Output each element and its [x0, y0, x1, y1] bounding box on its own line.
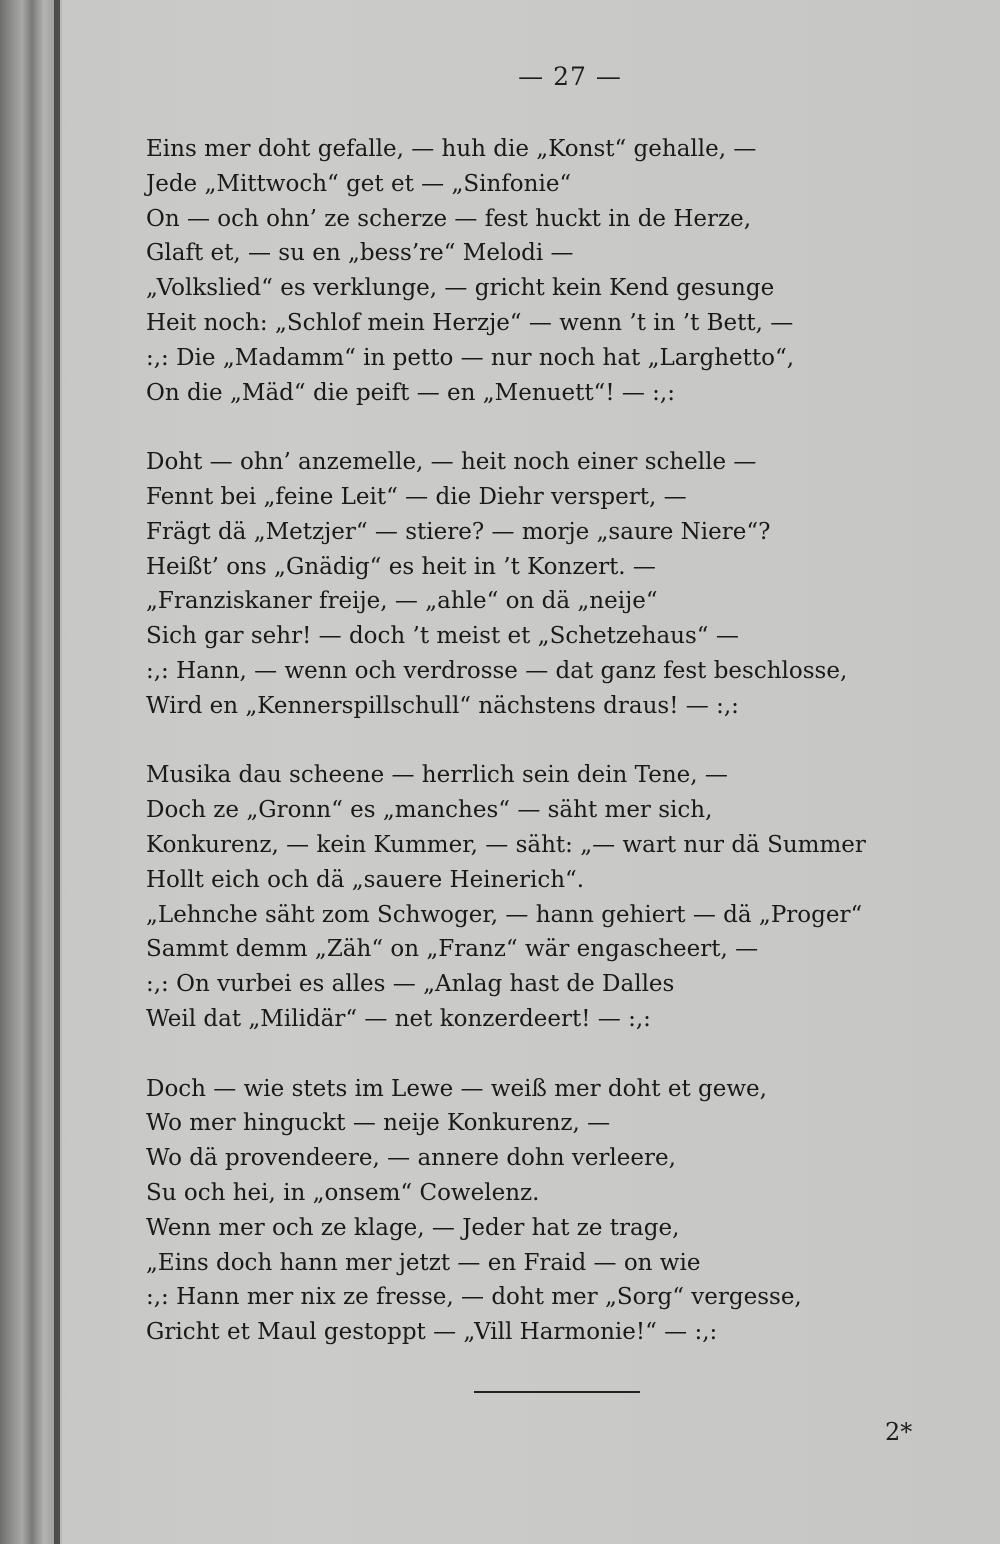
stanza-gap: [146, 1037, 961, 1072]
verse-line: Wo mer hinguckt — neije Konkurenz, —: [146, 1110, 611, 1137]
sheet-signature: 2*: [885, 1418, 913, 1446]
verse-line: Glaft et, — su en „bess’re“ Melodi —: [146, 240, 574, 267]
verse-line: Eins mer doht gefalle, — huh die „Konst“ gehalle, —: [146, 136, 757, 162]
verse-line: :,: Hann, — wenn och verdrosse — dat ganz fest beschlosse,: [146, 657, 848, 684]
verse-line: On — och ohn’ ze scherze — fest huckt in de Herze,: [146, 205, 752, 232]
stanza-4: [146, 1072, 961, 1350]
verse-line: Doch ze „Gronn“ es „manches“ — säht mer sich,: [146, 797, 713, 824]
verse-line: :,: On vurbei es alles — „Anlag hast de Dalles: [146, 971, 675, 998]
verse-line: „Eins doch hann mer jetzt — en Fraid — on wie: [146, 1249, 701, 1276]
stanza-1: [146, 132, 961, 410]
poem-text: [146, 132, 961, 1350]
verse-line: „Franziskaner freije, — „ahle“ on dä „neije“: [146, 588, 658, 615]
stanza-2: [146, 445, 961, 723]
verse-line: Sammt demm „Zäh“ on „Franz“ wär engascheert, —: [146, 936, 759, 963]
verse-line: „Lehnche säht zom Schwoger, — hann gehiert — dä „Proger“: [146, 901, 863, 928]
verse-line: Heißt’ ons „Gnädig“ es heit in ’t Konzert. —: [146, 553, 656, 580]
verse-line: Musika dau scheene — herrlich sein dein Tene, —: [146, 762, 728, 789]
verse-line: :,: Hann mer nix ze fresse, — doht mer „Sorg“ vergesse,: [146, 1284, 802, 1311]
spine-edge-shadow: [54, 0, 60, 1544]
stanza-gap: [146, 724, 961, 759]
book-spine: [0, 0, 62, 1544]
verse-line: „Volkslied“ es verklunge, — gricht kein Kend gesunge: [146, 275, 775, 302]
stanza-3: [146, 758, 961, 1036]
verse-line: Gricht et Maul gestoppt — „Vill Harmonie!“ — :,:: [146, 1319, 718, 1346]
verse-line: Heit noch: „Schlof mein Herzje“ — wenn ’t in ’t Bett, —: [146, 309, 794, 336]
verse-line: Sich gar sehr! — doch ’t meist et „Schetzehaus“ —: [146, 623, 739, 650]
verse-line: Wird en „Kennerspillschull“ nächstens draus! — :,:: [146, 692, 739, 719]
page-number: — 27 —: [518, 62, 622, 91]
verse-line: Doch — wie stets im Lewe — weiß mer doht et gewe,: [146, 1075, 767, 1102]
verse-line: Wenn mer och ze klage, — Jeder hat ze trage,: [146, 1214, 680, 1241]
verse-line: Hollt eich och dä „sauere Heinerich“.: [146, 866, 585, 893]
verse-line: Wo dä provendeere, — annere dohn verleere,: [146, 1145, 676, 1172]
verse-line: Konkurenz, — kein Kummer, — säht: „— wart nur dä Summer: [146, 831, 866, 858]
verse-line: Su och hei, in „onsem“ Cowelenz.: [146, 1179, 540, 1206]
verse-line: Doht — ohn’ anzemelle, — heit noch einer schelle —: [146, 449, 757, 476]
end-rule: [474, 1391, 640, 1393]
verse-line: Fennt bei „feine Leit“ — die Diehr verspert, —: [146, 483, 687, 510]
verse-line: On die „Mäd“ die peift — en „Menuett“! — :,:: [146, 379, 675, 406]
verse-line: Jede „Mittwoch“ get et — „Sinfonie“: [146, 170, 572, 197]
verse-line: :,: Die „Madamm“ in petto — nur noch hat „Larghetto“,: [146, 344, 795, 371]
verse-line: Weil dat „Milidär“ — net konzerdeert! — :,:: [146, 1005, 651, 1032]
stanza-gap: [146, 410, 961, 445]
verse-line: Frägt dä „Metzjer“ — stiere? — morje „saure Niere“?: [146, 518, 771, 545]
